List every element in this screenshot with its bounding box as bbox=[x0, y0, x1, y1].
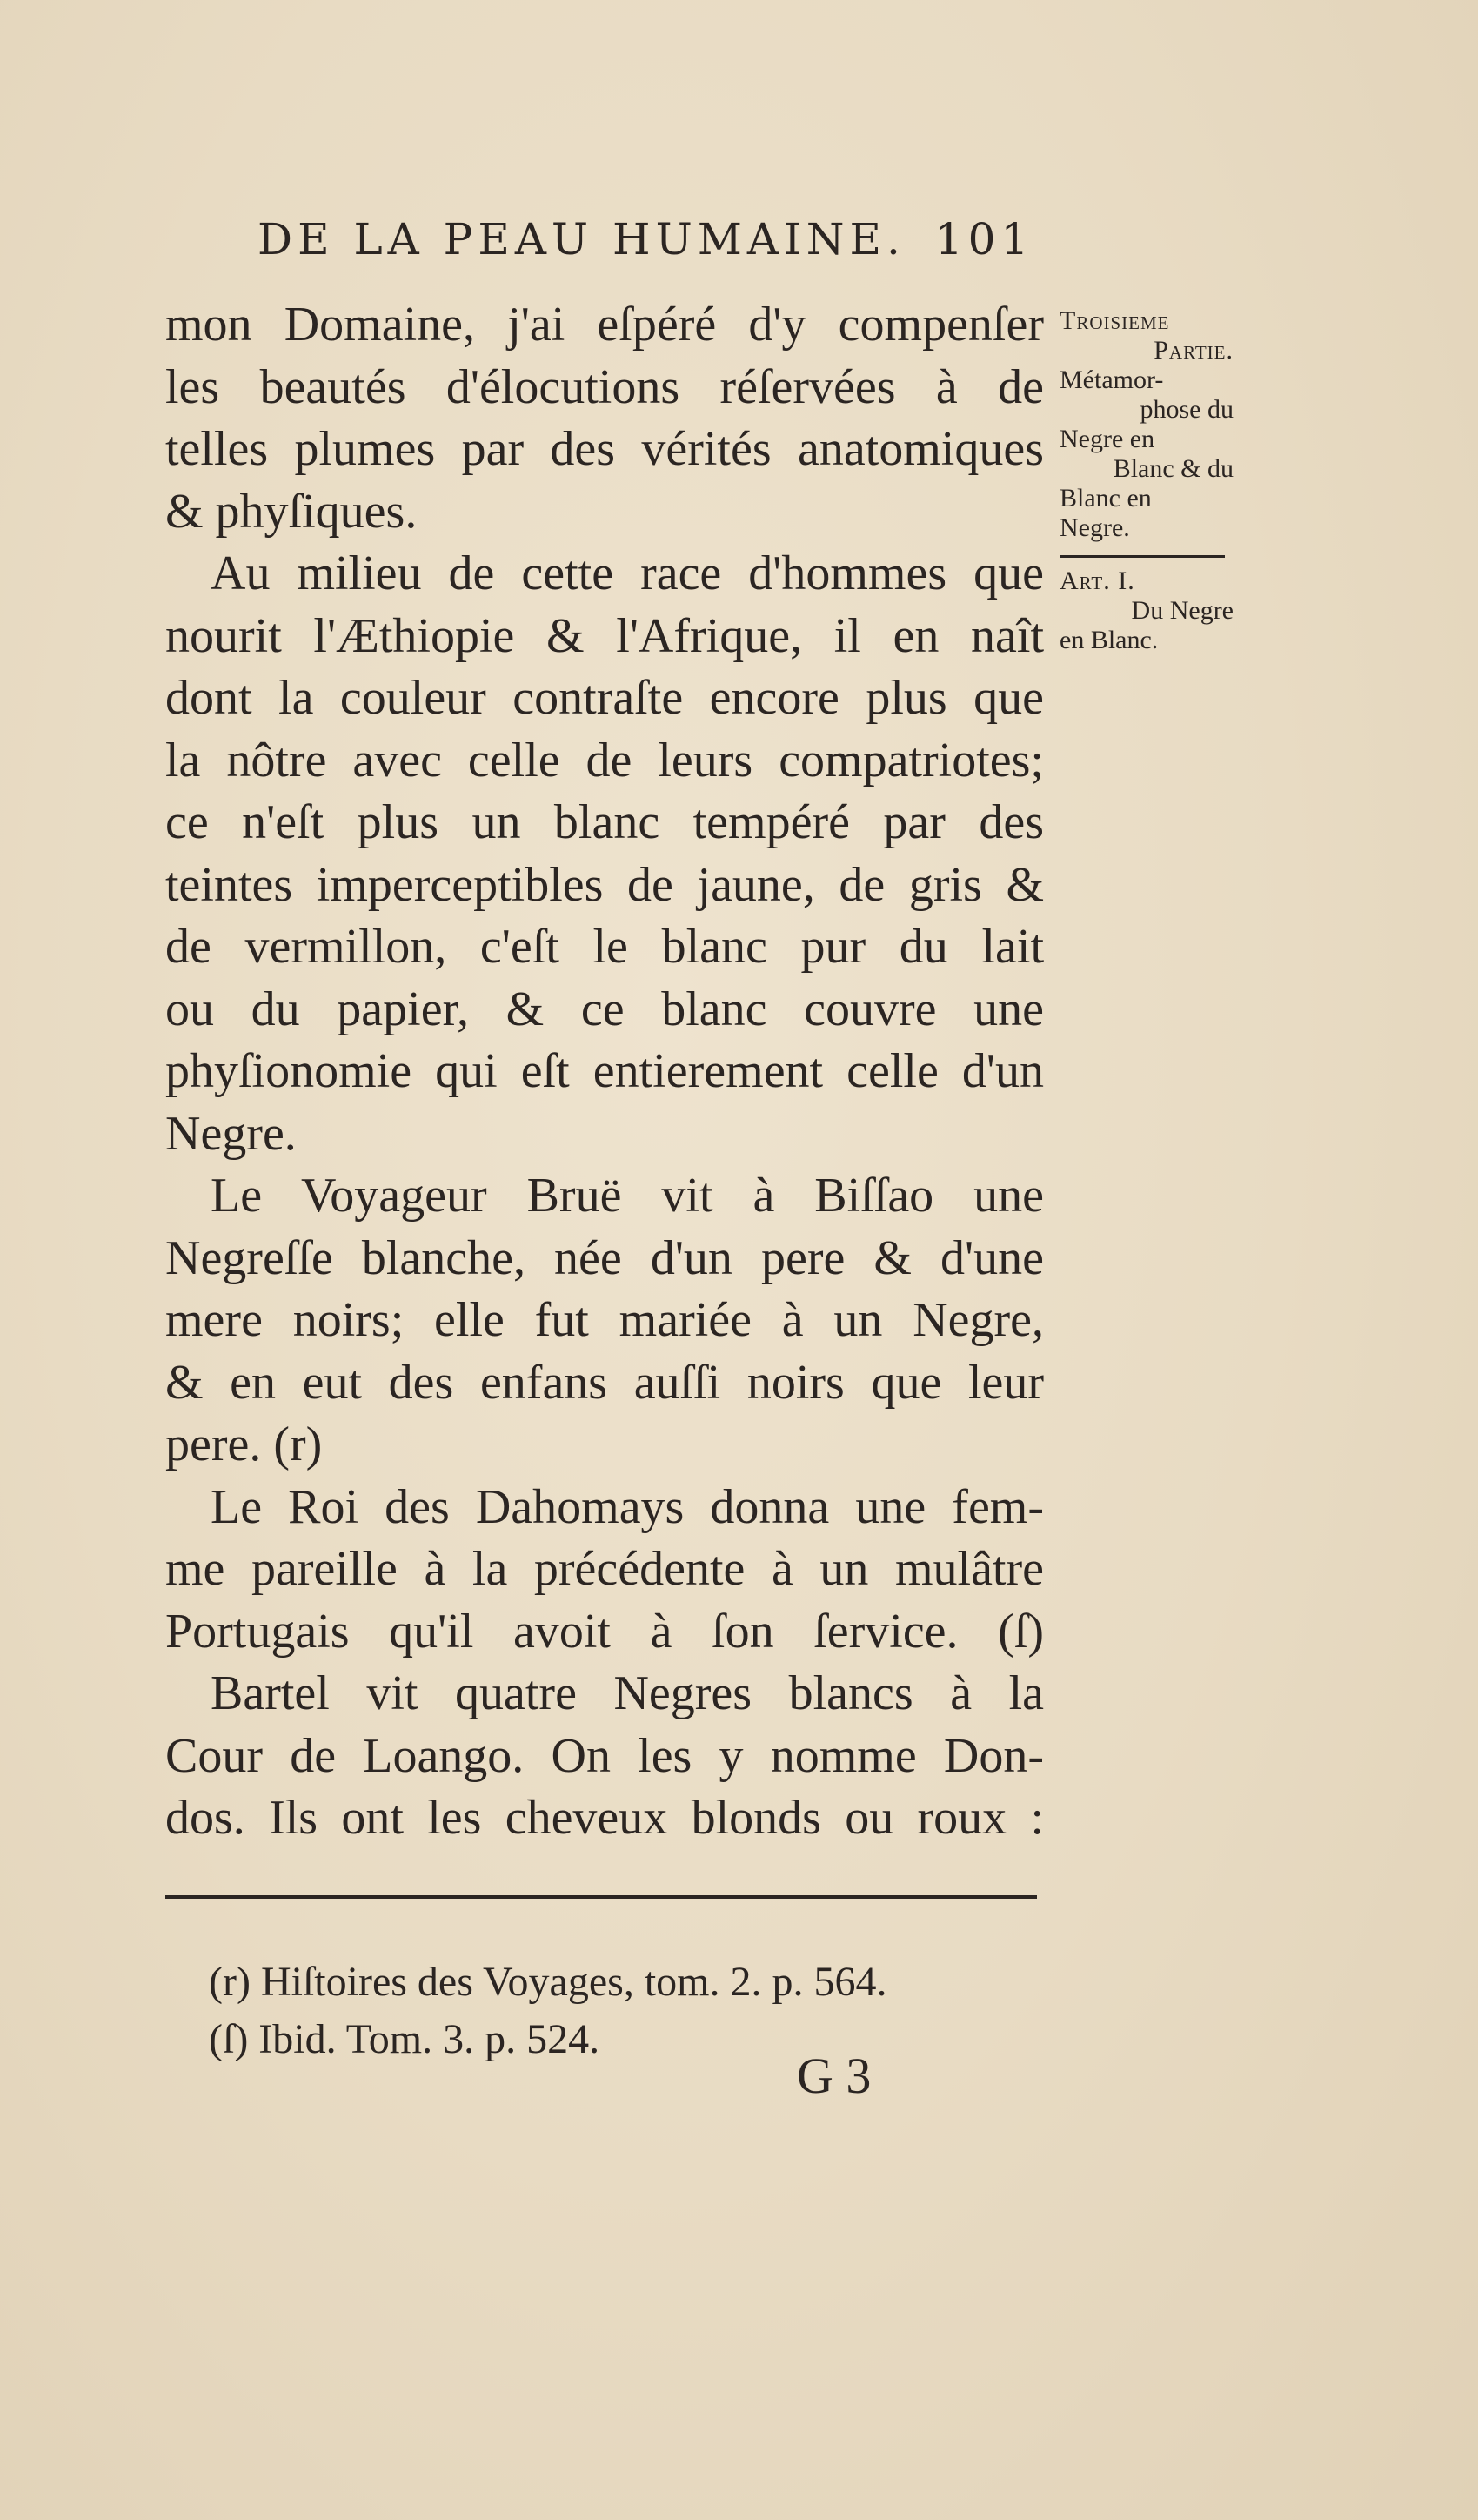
running-header bbox=[257, 214, 1075, 265]
text-line: Le Voyageur Bruë vit à Biſſao une bbox=[211, 1169, 1044, 1223]
margin-line: Blanc en bbox=[1060, 484, 1152, 513]
running-title: DE LA PEAU HUMAINE. bbox=[257, 214, 906, 265]
text-line: telles plumes par des vérités anatomiques bbox=[165, 422, 1044, 476]
text-line: Portugais qu'il avoit à ſon ſervice. (ſ) bbox=[165, 1604, 1044, 1659]
margin-line: Partie. bbox=[1154, 336, 1234, 365]
text-line: ce n'eſt plus un blanc tempéré par des bbox=[165, 795, 1044, 849]
text-line: phyſionomie qui eſt entierement celle d'un bbox=[165, 1044, 1044, 1098]
text-line: la nôtre avec celle de leurs compatriotes; bbox=[165, 733, 1044, 788]
text-line: & en eut des enfans auſſi noirs que leur bbox=[165, 1355, 1044, 1410]
text-line: dont la couleur contraſte encore plus que bbox=[165, 671, 1044, 725]
margin-line: phose du bbox=[1140, 395, 1234, 424]
text-line: Le Roi des Dahomays donna une fem- bbox=[211, 1479, 1044, 1534]
text-line: ou du papier, & ce blanc couvre une bbox=[165, 982, 1044, 1036]
text-line: Au milieu de cette race d'hommes que bbox=[211, 546, 1044, 600]
text-line: mere noirs; elle fut mariée à un Negre, bbox=[165, 1293, 1044, 1347]
text-line: teintes imperceptibles de jaune, de gris & bbox=[165, 857, 1044, 912]
footnote-rule bbox=[165, 1895, 1037, 1899]
main-text bbox=[165, 294, 1044, 1850]
text-line: de vermillon, c'eſt le blanc pur du lait bbox=[165, 920, 1044, 974]
text-line: les beautés d'élocutions réſervées à de bbox=[165, 359, 1044, 414]
footnote: (ſ) Ibid. Tom. 3. p. 524. bbox=[209, 2016, 600, 2062]
text-line: & phyſiques. bbox=[165, 484, 418, 539]
margin-divider bbox=[1060, 555, 1225, 558]
text-line: Negre. bbox=[165, 1106, 297, 1161]
margin-line: Troisieme bbox=[1060, 306, 1170, 335]
text-line: Cour de Loango. On les y nomme Don- bbox=[165, 1728, 1044, 1783]
margin-line: Métamor- bbox=[1060, 365, 1164, 394]
footnotes bbox=[209, 1954, 1044, 2068]
page-number: 101 bbox=[934, 214, 1034, 265]
text-line: me pareille à la précédente à un mulâtre bbox=[165, 1542, 1044, 1596]
text-line: dos. Ils ont les cheveux blonds ou roux : bbox=[165, 1791, 1044, 1845]
text-line: mon Domaine, j'ai eſpéré d'y compenſer bbox=[165, 298, 1044, 352]
article-line: en Blanc. bbox=[1060, 626, 1159, 654]
text-line: pere. (r) bbox=[165, 1418, 323, 1471]
text-line: nourit l'Æthiopie & l'Afrique, il en naît bbox=[165, 608, 1044, 663]
article-line: Art. I. bbox=[1060, 566, 1135, 595]
article-line: Du Negre bbox=[1131, 596, 1234, 625]
signature-mark: G 3 bbox=[797, 2048, 872, 2104]
text-line: Negreſſe blanche, née d'un pere & d'une bbox=[165, 1230, 1044, 1285]
text-line: Bartel vit quatre Negres blancs à la bbox=[211, 1666, 1044, 1720]
margin-line: Blanc & du bbox=[1113, 454, 1234, 483]
margin-line: Negre en bbox=[1060, 425, 1155, 453]
margin-note bbox=[1060, 306, 1234, 655]
margin-line: Negre. bbox=[1060, 513, 1130, 542]
footnote: (r) Hiſtoires des Voyages, tom. 2. p. 564. bbox=[209, 1959, 887, 2005]
